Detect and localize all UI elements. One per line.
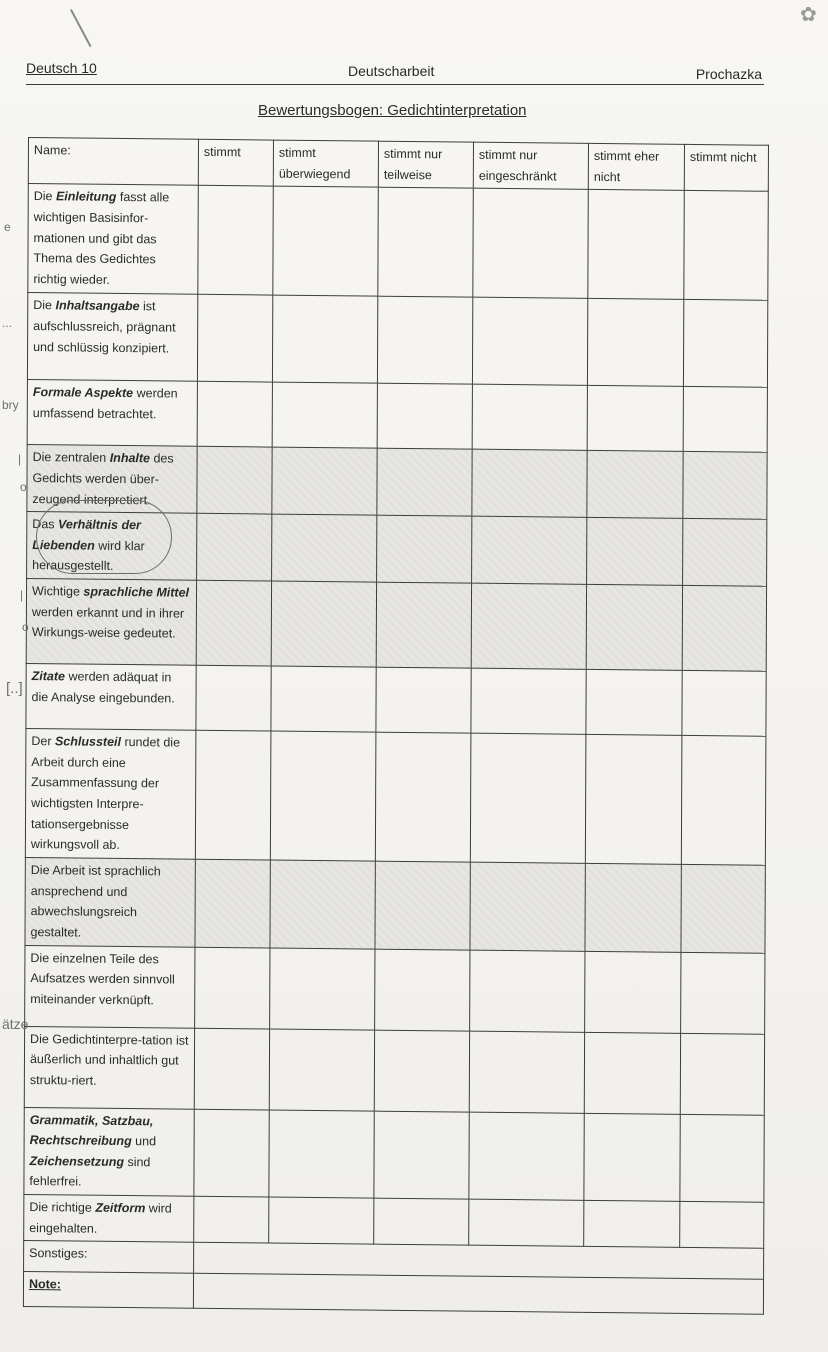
- rating-cell[interactable]: [470, 733, 586, 863]
- rating-cell[interactable]: [683, 452, 767, 520]
- document-type: Deutscharbeit: [348, 63, 435, 79]
- table-row: [27, 293, 767, 388]
- criterion-cell: Die Arbeit ist sprachlich ansprechend und abwechslungsreich gestaltet.: [25, 857, 195, 946]
- margin-note: e: [4, 220, 11, 234]
- rating-cell[interactable]: [270, 860, 375, 949]
- criterion-cell: Der Schlussteil rundet die Arbeit durch eine Zusammenfassung der wichtigsten Interpre-tationsergebnisse wirkungsvoll ab.: [25, 728, 196, 859]
- criterion-cell: Zitate werden adäquat in die Analyse eingebunden.: [26, 663, 196, 730]
- rating-cell[interactable]: [270, 948, 375, 1030]
- rating-cell[interactable]: [682, 670, 766, 736]
- rating-cell[interactable]: [587, 517, 683, 585]
- margin-note: bry: [2, 398, 19, 412]
- rating-table: [23, 137, 769, 1315]
- margin-note: o: [20, 480, 27, 494]
- rating-cell[interactable]: [195, 730, 271, 860]
- rating-cell[interactable]: [584, 1113, 680, 1202]
- rating-cell[interactable]: [198, 186, 273, 296]
- margin-note: ätze: [2, 1016, 29, 1032]
- rating-cell[interactable]: [680, 1201, 764, 1248]
- table-row: [25, 945, 765, 1034]
- criterion-cell: Grammatik, Satzbau, Rechtschreibung und Zeichensetzung sind fehlerfrei.: [24, 1107, 194, 1196]
- rating-cell[interactable]: [269, 1197, 374, 1244]
- rating-cell[interactable]: [683, 387, 767, 453]
- rating-cell[interactable]: [194, 1196, 269, 1243]
- rating-cell[interactable]: [682, 585, 766, 671]
- rating-cell[interactable]: [469, 1112, 584, 1201]
- rating-cell[interactable]: [269, 1110, 374, 1199]
- grade-field[interactable]: [193, 1273, 763, 1314]
- table-row: [24, 1107, 764, 1202]
- rating-cell[interactable]: [272, 514, 377, 582]
- corner-stamp-icon: ✿: [800, 4, 817, 26]
- rating-cell[interactable]: [472, 384, 587, 450]
- rating-cell[interactable]: [471, 583, 586, 669]
- table-row: [24, 1026, 764, 1115]
- name-header: Name:: [28, 138, 198, 186]
- rating-cell[interactable]: [472, 516, 587, 584]
- rating-cell[interactable]: [585, 734, 682, 864]
- rating-cell[interactable]: [586, 584, 682, 670]
- rating-cell[interactable]: [196, 580, 271, 666]
- rating-cell[interactable]: [194, 1109, 269, 1197]
- rating-cell[interactable]: [377, 383, 472, 449]
- grade-label: Note:: [23, 1272, 193, 1309]
- margin-note: o: [22, 620, 29, 634]
- page-title: Bewertungsbogen: Gedichtinterpretation: [258, 102, 527, 119]
- rating-cell[interactable]: [375, 861, 470, 949]
- grade-row: [23, 1272, 763, 1315]
- rating-cell[interactable]: [272, 447, 377, 515]
- rating-cell[interactable]: [680, 1114, 764, 1202]
- rating-cell[interactable]: [586, 669, 682, 735]
- rating-cell[interactable]: [374, 1030, 469, 1112]
- margin-note: |: [18, 452, 22, 466]
- rating-cell[interactable]: [270, 731, 376, 861]
- rating-cell[interactable]: [378, 187, 473, 297]
- margin-note: [..]: [6, 680, 23, 697]
- rating-cell[interactable]: [376, 582, 471, 668]
- other-label: Sonstiges:: [24, 1241, 194, 1274]
- rating-cell[interactable]: [197, 295, 272, 383]
- table-row: [24, 1194, 764, 1248]
- rating-cell[interactable]: [272, 295, 377, 383]
- table-row: [25, 857, 765, 952]
- column-header: stimmt nicht: [684, 144, 768, 191]
- column-header: stimmt nur eingeschränkt: [473, 142, 588, 189]
- criterion-cell: Die Einleitung fasst alle wichtigen Basisinfor-mationen und gibt das Thema des Gedichtes richtig wieder.: [28, 184, 198, 295]
- criterion-cell: Die Inhaltsangabe ist aufschlussreich, prägnant und schlüssig konzipiert.: [27, 293, 197, 382]
- column-header: stimmt eher nicht: [588, 143, 684, 190]
- rating-cell[interactable]: [470, 862, 585, 951]
- rating-cell[interactable]: [680, 1033, 764, 1115]
- table-header-row: [28, 138, 768, 192]
- rating-cell[interactable]: [271, 581, 376, 667]
- criterion-cell: Die Gedichtinterpre-tation ist äußerlich und inhaltlich gut struktu-riert.: [24, 1026, 194, 1109]
- rating-cell[interactable]: [195, 947, 270, 1029]
- rating-cell[interactable]: [376, 667, 471, 733]
- table-row: [25, 728, 766, 865]
- rating-cell[interactable]: [584, 1032, 680, 1114]
- rating-cell[interactable]: [587, 299, 683, 387]
- teacher-name: Prochazka: [695, 66, 762, 82]
- rating-cell[interactable]: [377, 515, 472, 583]
- table-row: [28, 184, 768, 301]
- rating-cell[interactable]: [683, 300, 767, 388]
- rating-cell[interactable]: [684, 191, 768, 301]
- criterion-cell: Die zentralen Inhalte des Gedichts werden über-zeugend interpretiert.: [27, 445, 197, 514]
- table-row: [26, 663, 766, 736]
- column-header: stimmt: [198, 139, 273, 186]
- rating-cell[interactable]: [473, 188, 588, 298]
- rating-cell[interactable]: [681, 735, 766, 865]
- rating-cell[interactable]: [587, 451, 683, 519]
- column-header: stimmt überwiegend: [273, 140, 378, 187]
- rating-cell[interactable]: [377, 296, 472, 384]
- pencil-stroke: [70, 9, 91, 47]
- rating-cell[interactable]: [197, 513, 272, 581]
- rating-cell[interactable]: [377, 448, 472, 516]
- criterion-cell: Formale Aspekte werden umfassend betrachtet.: [27, 380, 197, 447]
- rating-cell[interactable]: [271, 666, 376, 732]
- rating-cell[interactable]: [472, 449, 587, 517]
- rating-cell[interactable]: [196, 665, 271, 731]
- rating-cell[interactable]: [374, 1111, 469, 1199]
- rating-cell[interactable]: [197, 382, 272, 448]
- criterion-cell: Die richtige Zeitform wird eingehalten.: [24, 1194, 194, 1242]
- rating-table-wrapper: [23, 137, 768, 1315]
- criterion-cell: Die einzelnen Teile des Aufsatzes werden sinnvoll miteinander verknüpft.: [25, 945, 195, 1028]
- rating-cell[interactable]: [375, 949, 470, 1031]
- rating-cell[interactable]: [469, 1199, 584, 1246]
- rating-cell[interactable]: [197, 447, 272, 515]
- rating-cell[interactable]: [683, 518, 767, 586]
- rating-cell[interactable]: [470, 950, 585, 1032]
- rating-cell[interactable]: [194, 1028, 269, 1110]
- margin-note: |: [20, 588, 24, 602]
- criterion-cell: Das Verhältnis der Liebenden wird klar herausgestellt.: [27, 512, 197, 581]
- rating-cell[interactable]: [585, 863, 681, 952]
- margin-note: ...: [2, 316, 13, 330]
- column-header: stimmt nur teilweise: [378, 141, 473, 188]
- rating-cell[interactable]: [585, 951, 681, 1033]
- rating-cell[interactable]: [471, 668, 586, 734]
- rating-cell[interactable]: [269, 1029, 374, 1111]
- rating-cell[interactable]: [472, 297, 587, 385]
- rating-cell[interactable]: [195, 859, 270, 947]
- rating-cell[interactable]: [272, 382, 377, 448]
- rating-cell[interactable]: [374, 1198, 469, 1245]
- rating-cell[interactable]: [273, 186, 378, 296]
- rating-cell[interactable]: [587, 386, 683, 452]
- pen-circle-annotation: [36, 500, 172, 574]
- rating-cell[interactable]: [375, 732, 471, 862]
- rating-cell[interactable]: [588, 190, 684, 300]
- criterion-cell: Wichtige sprachliche Mittel werden erkannt und in ihrer Wirkungs-weise gedeutet.: [26, 578, 196, 665]
- rating-cell[interactable]: [681, 952, 765, 1034]
- course-label: Deutsch 10: [26, 60, 97, 76]
- table-row: [26, 578, 766, 671]
- rating-cell[interactable]: [681, 864, 765, 952]
- rating-cell[interactable]: [469, 1031, 584, 1113]
- page-header: [26, 60, 764, 85]
- rating-cell[interactable]: [584, 1200, 680, 1247]
- table-row: [27, 380, 767, 453]
